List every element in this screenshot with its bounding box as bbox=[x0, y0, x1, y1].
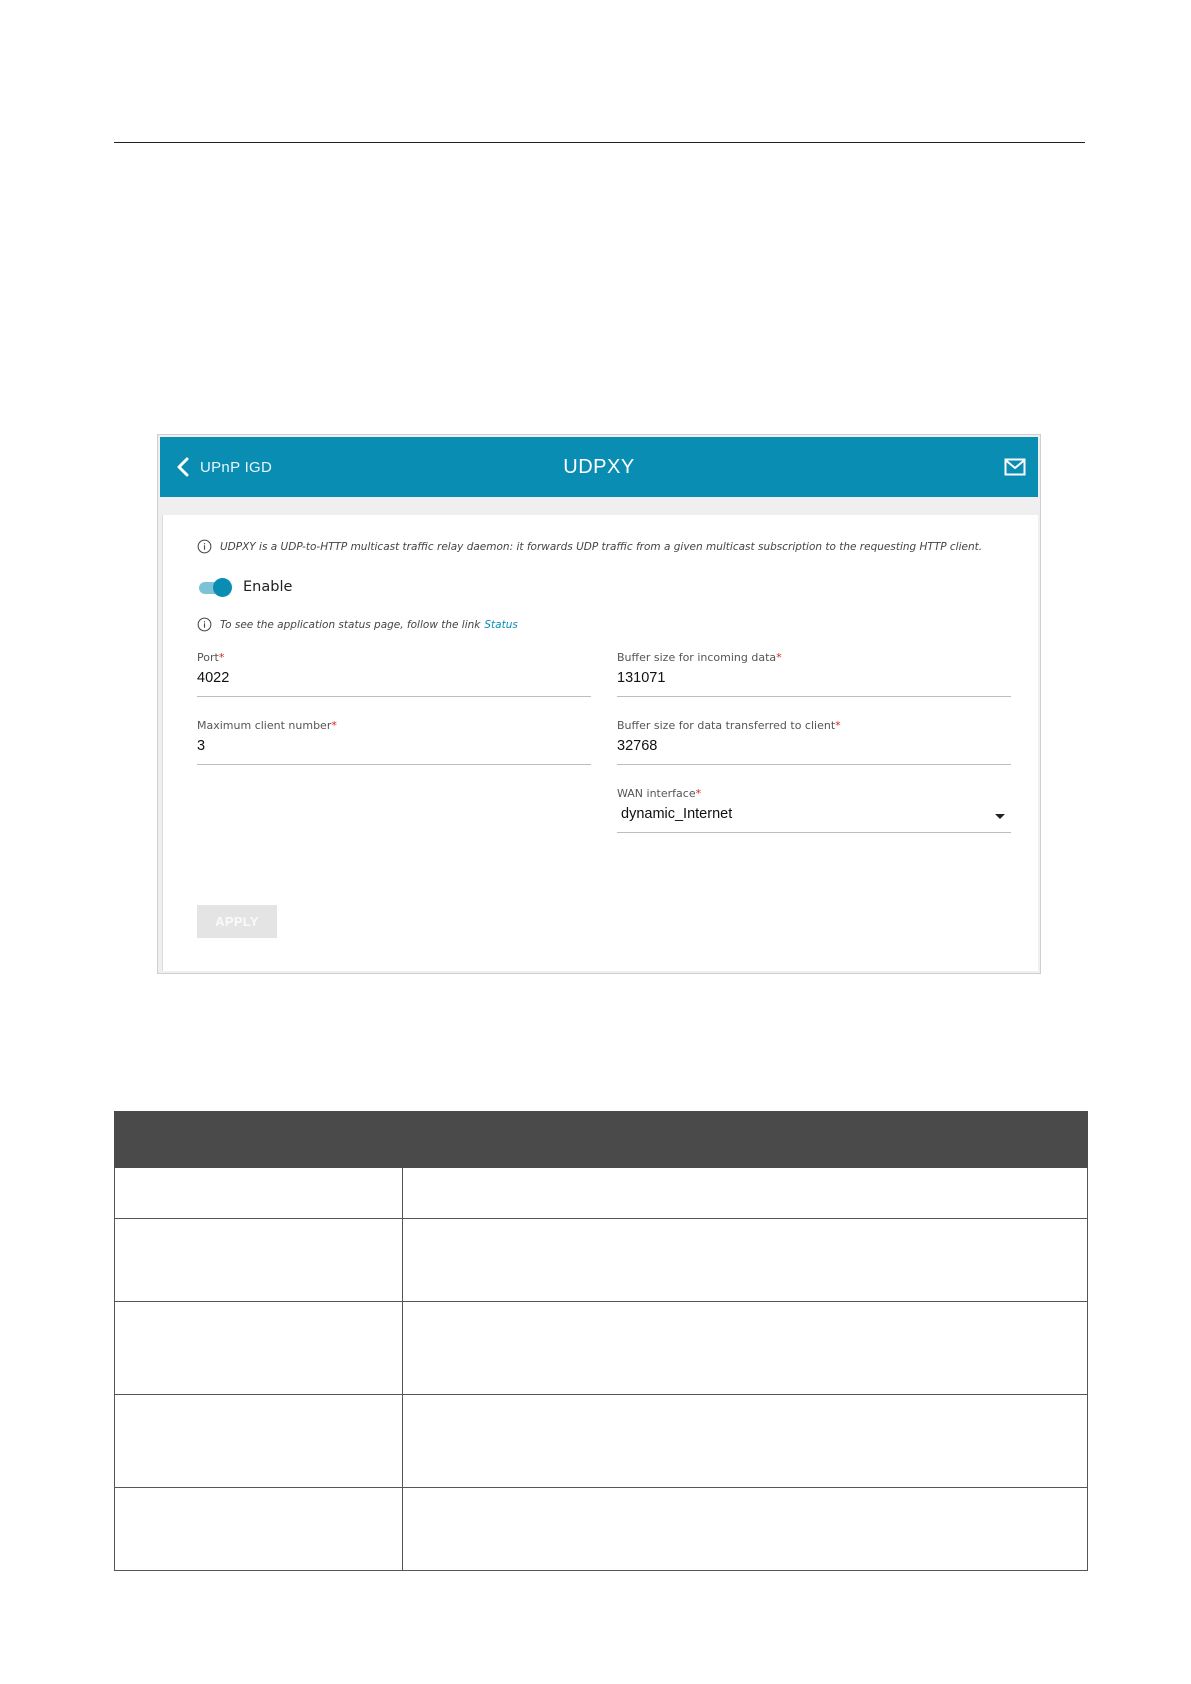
table-row bbox=[115, 1219, 1088, 1302]
enable-label: Enable bbox=[243, 579, 293, 595]
required-mark: * bbox=[695, 787, 702, 800]
description-text: UDPXY is a UDP-to-HTTP multicast traffic relay daemon: it forwards UDP traffic from a given multicast subscription to the requesting HTTP client. bbox=[220, 540, 983, 553]
mail-icon[interactable] bbox=[1004, 458, 1026, 476]
settings-panel bbox=[162, 515, 1038, 971]
table-row bbox=[115, 1168, 1088, 1219]
max-clients-label: Maximum client number bbox=[197, 719, 332, 732]
port-label: Port bbox=[197, 651, 219, 664]
required-mark: * bbox=[331, 719, 337, 732]
required-mark: * bbox=[218, 651, 225, 664]
table-row bbox=[115, 1302, 1088, 1395]
table-header bbox=[115, 1112, 1088, 1168]
status-hint-row bbox=[197, 617, 518, 632]
table-row bbox=[115, 1488, 1088, 1571]
max-clients-field[interactable] bbox=[197, 719, 591, 765]
info-icon bbox=[197, 539, 212, 554]
wan-interface-label: WAN interface bbox=[617, 787, 696, 800]
back-label: UPnP IGD bbox=[200, 458, 273, 476]
buffer-client-label: Buffer size for data transferred to client bbox=[617, 719, 836, 732]
table-row bbox=[115, 1395, 1088, 1488]
port-input[interactable]: 4022 bbox=[197, 670, 591, 697]
status-link[interactable]: Status bbox=[484, 618, 518, 631]
buffer-incoming-label: Buffer size for incoming data bbox=[617, 651, 777, 664]
info-icon bbox=[197, 617, 212, 632]
description-row bbox=[197, 539, 982, 554]
required-mark: * bbox=[776, 651, 782, 664]
caret-down-icon[interactable] bbox=[995, 814, 1005, 819]
wan-interface-field[interactable] bbox=[617, 787, 1011, 833]
parameters-table bbox=[114, 1111, 1088, 1571]
apply-button[interactable]: APPLY bbox=[197, 905, 277, 938]
page-title: UDPXY bbox=[563, 456, 635, 478]
status-hint-text: To see the application status page, follow the link bbox=[220, 618, 481, 631]
buffer-client-field[interactable] bbox=[617, 719, 1011, 765]
wan-interface-select[interactable] bbox=[617, 806, 1011, 833]
app-bar bbox=[160, 437, 1038, 497]
buffer-client-input[interactable]: 32768 bbox=[617, 738, 1011, 765]
buffer-incoming-input[interactable]: 131071 bbox=[617, 670, 1011, 697]
wan-interface-value: dynamic_Internet bbox=[621, 806, 733, 822]
page-header-rule bbox=[114, 142, 1085, 143]
enable-toggle-row bbox=[199, 577, 292, 597]
max-clients-input[interactable]: 3 bbox=[197, 738, 591, 765]
port-field[interactable] bbox=[197, 651, 591, 697]
enable-toggle[interactable] bbox=[199, 577, 231, 597]
required-mark: * bbox=[835, 719, 841, 732]
udpxy-screenshot bbox=[157, 434, 1041, 974]
buffer-incoming-field[interactable] bbox=[617, 651, 1011, 697]
